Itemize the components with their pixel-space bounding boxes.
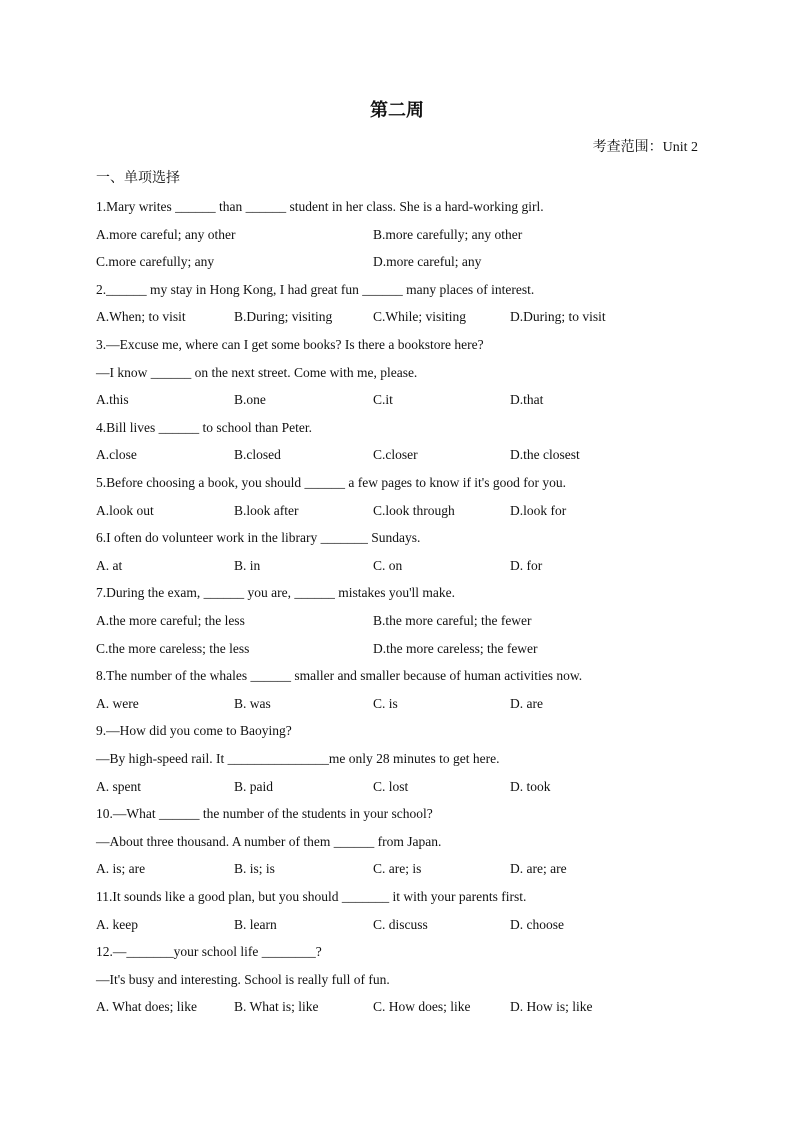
question-text: 2.______ my stay in Hong Kong, I had great fun ______ many places of interest. xyxy=(96,281,535,297)
question-text: 7.During the exam, ______ you are, ______ mistakes you'll make. xyxy=(96,585,455,601)
question-text: 5.Before choosing a book, you should ______ a few pages to know if it's good for you. xyxy=(96,475,566,490)
question-text: 3.—Excuse me, where can I get some books? Is there a bookstore here? xyxy=(96,337,484,352)
answer-option: C. are; is xyxy=(373,861,422,877)
answer-option: C.While; visiting xyxy=(373,309,466,325)
answer-option: D.more careful; any xyxy=(373,254,482,270)
section-heading: 一、单项选择 xyxy=(96,171,180,186)
answer-option: A. What does; like xyxy=(96,999,197,1015)
answer-option: A.more careful; any other xyxy=(96,226,236,242)
answer-option: B. paid xyxy=(234,778,273,794)
answer-option: D.the more careless; the fewer xyxy=(373,640,538,656)
answer-option: A.close xyxy=(96,447,137,463)
question-dialogue-line: —I know ______ on the next street. Come with me, please. xyxy=(96,364,418,380)
answer-option: C. discuss xyxy=(373,916,428,932)
answer-option: A. spent xyxy=(96,778,141,794)
answer-option: B.the more careful; the fewer xyxy=(373,613,532,628)
answer-option: C.the more careless; the less xyxy=(96,640,250,656)
answer-option: A. keep xyxy=(96,916,138,932)
answer-option: A.When; to visit xyxy=(96,309,186,325)
answer-option: C.more carefully; any xyxy=(96,254,215,270)
answer-option: A. at xyxy=(96,557,123,573)
answer-option: B.more carefully; any other xyxy=(373,226,523,242)
answer-option: C. lost xyxy=(373,778,409,794)
exam-scope: 考查范围：Unit 2 xyxy=(592,140,698,155)
question-text: 6.I often do volunteer work in the library _______ Sundays. xyxy=(96,530,421,546)
answer-option: C.it xyxy=(373,392,393,408)
question-text: 1.Mary writes ______ than ______ student in her class. She is a hard-working girl. xyxy=(96,199,544,214)
answer-option: A. is; are xyxy=(96,861,146,877)
question-text: 11.It sounds like a good plan, but you should _______ it with your parents first. xyxy=(96,889,527,904)
page-title: 第二周 xyxy=(370,100,424,121)
answer-option: B.one xyxy=(234,392,266,408)
answer-option: C.closer xyxy=(373,447,418,463)
answer-option: C. is xyxy=(373,695,398,711)
answer-option: A.the more careful; the less xyxy=(96,613,245,628)
answer-option: D. are xyxy=(510,695,543,711)
answer-option: D. took xyxy=(510,778,551,794)
answer-option: B. learn xyxy=(234,916,277,932)
answer-option: D.look for xyxy=(510,502,567,518)
question-text: 10.—What ______ the number of the students in your school? xyxy=(96,806,433,822)
answer-option: B. in xyxy=(234,557,261,573)
answer-option: D. for xyxy=(510,557,543,573)
question-dialogue-line: —It's busy and interesting. School is really full of fun. xyxy=(96,971,390,987)
question-text: 12.—_______your school life ________? xyxy=(96,944,322,960)
question-dialogue-line: —By high-speed rail. It _______________me only 28 minutes to get here. xyxy=(96,751,500,766)
answer-option: C.look through xyxy=(373,502,455,518)
answer-option: B.closed xyxy=(234,447,281,463)
answer-option: B.During; visiting xyxy=(234,309,333,325)
answer-option: B. What is; like xyxy=(234,999,319,1015)
answer-option: D.that xyxy=(510,392,544,408)
answer-option: D.During; to visit xyxy=(510,309,606,325)
answer-option: D. are; are xyxy=(510,861,567,877)
question-text: 4.Bill lives ______ to school than Peter. xyxy=(96,419,312,435)
answer-option: B.look after xyxy=(234,502,299,518)
question-dialogue-line: —About three thousand. A number of them ______ from Japan. xyxy=(96,833,442,849)
answer-option: D.the closest xyxy=(510,447,580,463)
answer-option: D. choose xyxy=(510,916,564,932)
answer-option: C. on xyxy=(373,557,403,573)
answer-option: C. How does; like xyxy=(373,999,471,1015)
answer-option: B. is; is xyxy=(234,861,275,877)
answer-option: D. How is; like xyxy=(510,999,593,1015)
answer-option: A.this xyxy=(96,392,129,408)
question-text: 8.The number of the whales ______ smaller and smaller because of human activities now. xyxy=(96,668,583,684)
answer-option: A. were xyxy=(96,695,139,711)
question-text: 9.—How did you come to Baoying? xyxy=(96,723,292,739)
answer-option: B. was xyxy=(234,695,271,711)
answer-option: A.look out xyxy=(96,502,154,518)
